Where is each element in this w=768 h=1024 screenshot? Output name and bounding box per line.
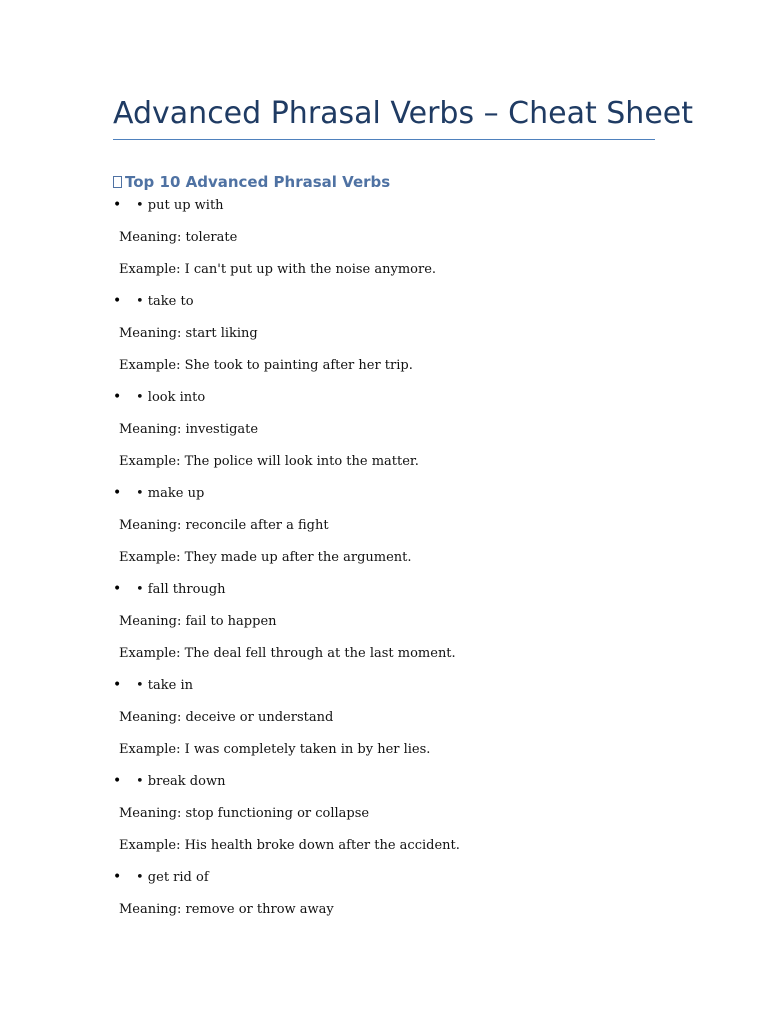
meaning-text: Meaning: investigate: [119, 422, 259, 437]
bullet-icon: •: [113, 581, 122, 597]
title-underline: [113, 139, 655, 140]
page-title: Advanced Phrasal Verbs – Cheat Sheet: [113, 96, 693, 131]
list-item: [0, 292, 768, 388]
meaning-line: [0, 708, 768, 740]
list-item: [0, 676, 768, 772]
list-item: [0, 484, 768, 580]
bullet-icon: •: [113, 197, 122, 213]
meaning-line: [0, 228, 768, 260]
bullet-icon: •: [113, 485, 122, 501]
term-line: [0, 388, 768, 420]
phrasal-verb-term: • break down: [136, 774, 226, 789]
list-item: [0, 196, 768, 292]
phrasal-verb-term: • look into: [136, 390, 206, 405]
meaning-text: Meaning: stop functioning or collapse: [119, 806, 370, 821]
term-line: [0, 196, 768, 228]
phrasal-verb-term: • fall through: [136, 582, 226, 597]
term-line: [0, 580, 768, 612]
bullet-icon: •: [113, 293, 122, 309]
meaning-text: Meaning: start liking: [119, 326, 258, 341]
example-line: [0, 836, 768, 868]
term-line: [0, 868, 768, 900]
term-line: [0, 676, 768, 708]
bullet-icon: •: [113, 677, 122, 693]
meaning-line: [0, 516, 768, 548]
phrasal-verb-term: • take to: [136, 294, 194, 309]
list-item: [0, 388, 768, 484]
example-text: Example: They made up after the argument.: [119, 550, 412, 565]
meaning-line: [0, 420, 768, 452]
phrasal-verb-term: • take in: [136, 678, 194, 693]
phrasal-verb-list: [0, 196, 768, 932]
term-line: [0, 772, 768, 804]
example-text: Example: The police will look into the matter.: [119, 454, 419, 469]
meaning-text: Meaning: reconcile after a fight: [119, 518, 329, 533]
example-line: [0, 548, 768, 580]
example-text: Example: His health broke down after the accident.: [119, 838, 460, 853]
example-line: [0, 644, 768, 676]
example-text: Example: I can't put up with the noise anymore.: [119, 262, 437, 277]
list-item: [0, 772, 768, 868]
bullet-icon: •: [113, 389, 122, 405]
term-line: [0, 484, 768, 516]
example-line: [0, 356, 768, 388]
phrasal-verb-term: • make up: [136, 486, 205, 501]
meaning-text: Meaning: tolerate: [119, 230, 238, 245]
missing-glyph-icon: [113, 176, 122, 188]
example-line: [0, 740, 768, 772]
meaning-text: Meaning: fail to happen: [119, 614, 277, 629]
meaning-line: [0, 804, 768, 836]
list-item: [0, 868, 768, 932]
phrasal-verb-term: • put up with: [136, 198, 224, 213]
bullet-icon: •: [113, 869, 122, 885]
phrasal-verb-term: • get rid of: [136, 870, 209, 885]
meaning-text: Meaning: remove or throw away: [119, 902, 334, 917]
example-line: [0, 260, 768, 292]
bullet-icon: •: [113, 773, 122, 789]
term-line: [0, 292, 768, 324]
example-text: Example: I was completely taken in by her lies.: [119, 742, 431, 757]
example-text: Example: She took to painting after her trip.: [119, 358, 413, 373]
example-text: Example: The deal fell through at the last moment.: [119, 646, 456, 661]
meaning-line: [0, 900, 768, 932]
meaning-line: [0, 324, 768, 356]
section-heading: [113, 172, 390, 192]
example-line: [0, 452, 768, 484]
meaning-text: Meaning: deceive or understand: [119, 710, 334, 725]
section-heading-text: Top 10 Advanced Phrasal Verbs: [125, 173, 391, 191]
list-item: [0, 580, 768, 676]
meaning-line: [0, 612, 768, 644]
